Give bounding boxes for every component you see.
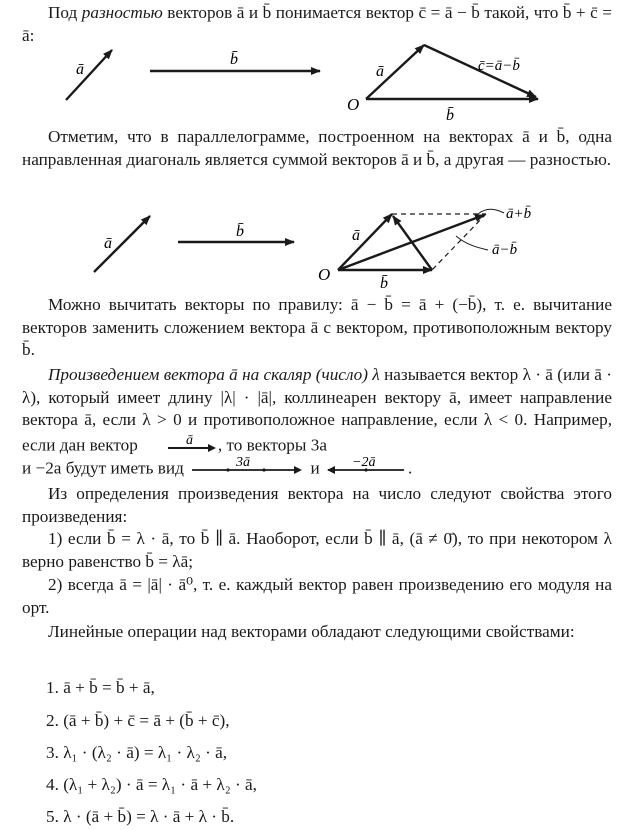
text: Под	[48, 3, 82, 22]
vector-b-label: b̄	[236, 223, 244, 240]
property-unit-vector: 2) всегда ā = |ā| · ā⁰, т. е. каждый вектор равен произведению его модуля на орт.	[22, 575, 612, 617]
text: , то векторы 3a	[217, 435, 327, 455]
linear-operations-intro: Линейные операции над векторами обладают следующими свойствами:	[48, 622, 575, 641]
triangle-c-label: c̄=ā−b̄	[478, 58, 520, 74]
vector-b-label: b̄	[230, 51, 238, 68]
text: называется вектор λ · ā (или ā · λ), который имеет длину |λ| · |ā|, коллинеарен вектору ā, имеет направление вектора ā, если λ > 0 и противоположное направление, если λ < 0. Например, если дан вектор	[22, 365, 612, 455]
difference-diagonal-arrow	[393, 216, 432, 270]
vector-a-label: ā	[76, 61, 84, 78]
example-3a-label: 3ā	[236, 455, 251, 470]
property-item: 3. λ₁ · (λ₂ · ā) = λ₁ · λ₂ · ā,	[46, 743, 228, 762]
difference-label: ā−b̄	[492, 242, 518, 258]
text: и −2a будут иметь вид	[22, 458, 184, 478]
figure-vector-difference	[0, 40, 624, 130]
properties-intro: Из определения произведения вектора на число следуют свойства этого произведения:	[22, 484, 612, 526]
subtraction-rule: Можно вычитать векторы по правилу: ā − b̄ = ā + (−b̄), т. е. вычитание векторов заменить сложением вектора ā с вектором, противоположным вектору b̄.	[22, 295, 612, 360]
property-item: 2. (ā + b̄) + c̄ = ā + (b̄ + c̄),	[46, 711, 230, 730]
triangle-a-label: ā	[376, 63, 384, 80]
triangle-a-arrow	[366, 45, 424, 99]
sum-leader-line	[478, 209, 504, 214]
example-vector-minus-2a	[324, 455, 408, 484]
text: .	[407, 458, 413, 478]
parallelogram-side-right	[432, 214, 486, 270]
origin-label: O	[347, 95, 360, 114]
definition-scalar-product	[22, 364, 612, 461]
example-vector-3a	[188, 455, 306, 484]
property-item: 1. ā + b̄ = b̄ + ā,	[46, 678, 155, 697]
vector-a-arrow	[94, 216, 150, 272]
term-scalar-product: Произведением вектора ā на скаляр (число) λ	[48, 365, 380, 384]
text: векторов ā и b̄ понимается вектор c̄ = ā − b̄ такой, что b̄ + c̄ = ā:	[22, 3, 612, 45]
property-item: 4. (λ₁ + λ₂) · ā = λ₁ · ā + λ₂ · ā,	[46, 775, 257, 794]
vector-a-arrow	[66, 50, 112, 100]
property-collinear: 1) если b̄ = λ · ā, то b̄ ∥ ā. Наоборот, если b̄ ∥ ā, (ā ≠ 0̄), то при некотором λ верно равенство b̄ = λā;	[22, 529, 612, 571]
figure-parallelogram	[0, 196, 624, 292]
difference-leader-line	[456, 236, 488, 250]
example-minus-2a-label: −2ā	[351, 455, 376, 470]
text: и	[310, 458, 320, 478]
parallelogram-b-label: b̄	[380, 275, 388, 292]
parallelogram-a-label: ā	[352, 227, 360, 244]
example-line	[22, 455, 612, 484]
vector-a-label: ā	[104, 235, 112, 252]
term-difference: разностью	[81, 3, 163, 22]
triangle-b-label: b̄	[446, 107, 454, 124]
origin-label: O	[318, 265, 331, 284]
property-item: 5. λ · (ā + b̄) = λ · ā + λ · b̄.	[46, 807, 235, 826]
sum-label: ā+b̄	[506, 206, 532, 222]
example-a-label: ā	[185, 433, 193, 449]
parallelogram-a-arrow	[338, 214, 392, 270]
parallelogram-note: Отметим, что в параллелограмме, построенном на векторах ā и b̄, одна направленная диагональ является суммой векторов ā и b̄, а другая — разностью.	[22, 127, 612, 169]
